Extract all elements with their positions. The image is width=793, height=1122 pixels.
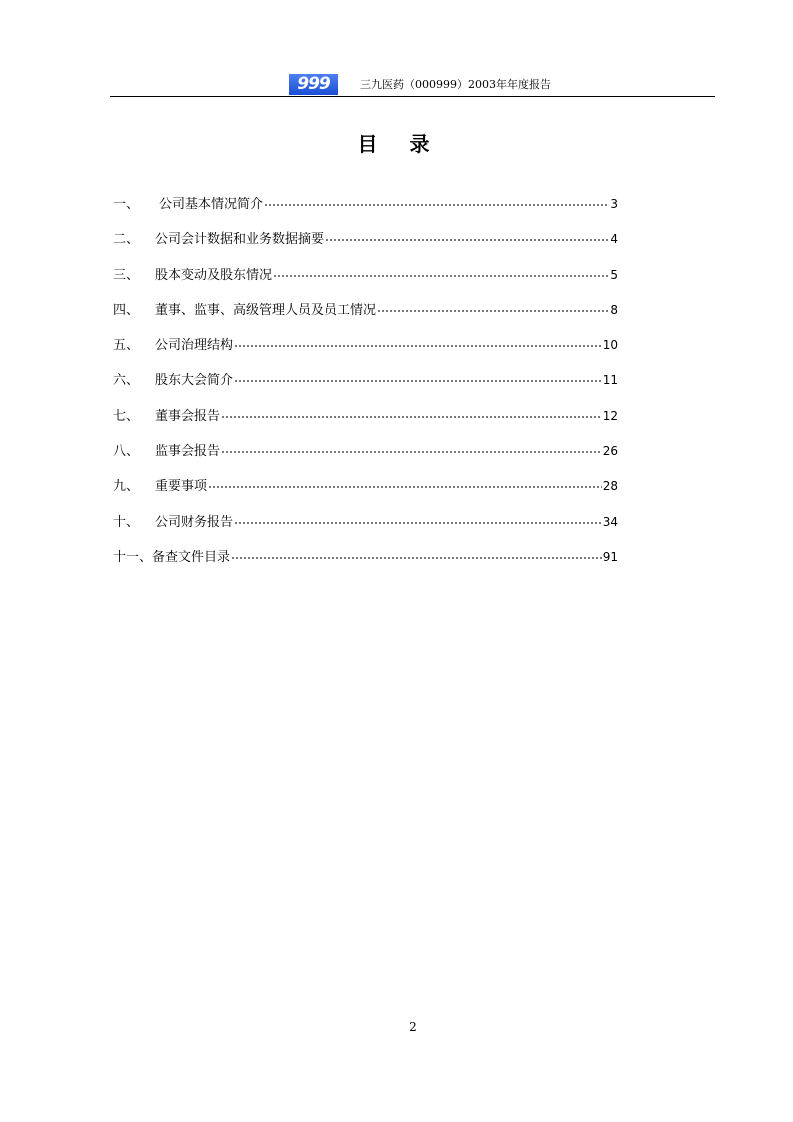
- toc-entry-1[interactable]: [113, 194, 618, 229]
- toc-entry-label: 股东大会简介: [155, 373, 234, 389]
- company-logo: 999: [289, 74, 338, 95]
- toc-entry-label: 监事会报告: [155, 444, 221, 460]
- toc-dot-leader: [264, 194, 609, 208]
- toc-entry-4[interactable]: [113, 300, 618, 335]
- toc-dot-leader: [234, 512, 602, 526]
- toc-title: 目 录: [357, 132, 436, 156]
- header-divider: [110, 96, 715, 97]
- toc-entry-label: 股本变动及股东情况: [155, 267, 273, 283]
- toc-entry-number: 七、: [113, 408, 140, 424]
- toc-entry-3[interactable]: [113, 265, 618, 300]
- toc-entry-page: 28: [602, 479, 618, 494]
- toc-entry-page: 26: [602, 444, 618, 459]
- toc-entry-label: 董事、监事、高级管理人员及员工情况: [155, 302, 377, 318]
- toc-entry-number: 十一、: [113, 549, 153, 565]
- toc-entry-page: 5: [610, 267, 618, 282]
- toc-entry-number: 二、: [113, 232, 140, 248]
- toc-entry-page: 34: [602, 514, 618, 529]
- header-title: 三九医药（000999）2003年年度报告: [360, 78, 551, 91]
- toc-entry-11[interactable]: [113, 547, 618, 582]
- toc-entry-number: 四、: [113, 302, 140, 318]
- toc-entry-number: 一、: [113, 197, 140, 212]
- toc-entry-label: 公司财务报告: [155, 514, 234, 530]
- toc-entry-10[interactable]: [113, 512, 618, 547]
- toc-entry-2[interactable]: [113, 229, 618, 264]
- toc-dot-leader: [208, 476, 602, 490]
- toc-entry-page: 12: [602, 408, 618, 423]
- toc-entry-label: 备查文件目录: [152, 549, 231, 565]
- toc-entry-label: 重要事项: [155, 479, 208, 495]
- toc-entry-label: 董事会报告: [155, 408, 221, 424]
- toc-entry-number: 五、: [113, 338, 140, 354]
- page-header: [110, 73, 715, 96]
- toc-entry-9[interactable]: [113, 476, 618, 511]
- toc-entry-number: 三、: [113, 267, 140, 283]
- toc-entry-number: 九、: [113, 479, 140, 495]
- toc-entry-number: 十、: [113, 514, 140, 530]
- table-of-contents: [113, 194, 618, 582]
- toc-entry-page: 91: [602, 549, 618, 564]
- toc-entry-page: 11: [602, 373, 618, 388]
- page-number: 2: [409, 1020, 417, 1034]
- toc-entry-page: 10: [602, 338, 618, 353]
- toc-entry-7[interactable]: [113, 406, 618, 441]
- toc-dot-leader: [221, 406, 602, 420]
- toc-entry-page: 3: [610, 197, 618, 211]
- toc-entry-8[interactable]: [113, 441, 618, 476]
- toc-entry-number: 八、: [113, 444, 140, 460]
- toc-entry-5[interactable]: [113, 335, 618, 370]
- toc-dot-leader: [377, 300, 609, 314]
- toc-entry-label: 公司基本情况简介: [159, 197, 264, 212]
- toc-entry-label: 公司治理结构: [155, 338, 234, 354]
- toc-entry-page: 4: [610, 232, 618, 247]
- toc-dot-leader: [325, 229, 609, 243]
- toc-dot-leader: [273, 265, 609, 279]
- toc-dot-leader: [234, 370, 602, 384]
- toc-entry-6[interactable]: [113, 370, 618, 405]
- toc-dot-leader: [234, 335, 602, 349]
- toc-dot-leader: [221, 441, 602, 455]
- toc-entry-number: 六、: [113, 373, 140, 389]
- toc-dot-leader: [231, 547, 602, 561]
- toc-entry-label: 公司会计数据和业务数据摘要: [155, 232, 325, 248]
- toc-entry-page: 8: [610, 302, 618, 317]
